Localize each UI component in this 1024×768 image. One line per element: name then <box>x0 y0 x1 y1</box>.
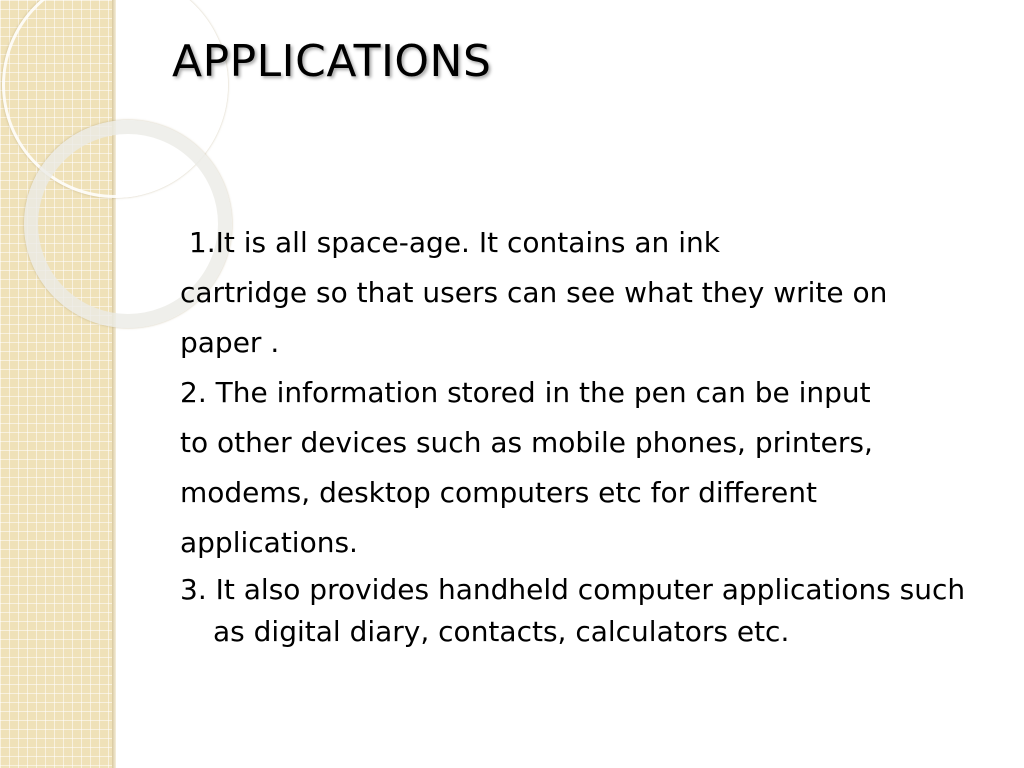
body-line-6: modems, desktop computers etc for different <box>180 476 817 509</box>
slide-body <box>180 218 990 653</box>
body-line-3: paper . <box>180 326 280 359</box>
body-line-7: applications. <box>180 526 358 559</box>
slide-title: APPLICATIONS <box>172 36 492 87</box>
body-line-2: cartridge so that users can see what they write on <box>180 276 888 309</box>
body-line-4: 2. The information stored in the pen can be input <box>180 376 871 409</box>
body-line-1: 1.It is all space-age. It contains an ink <box>180 226 720 259</box>
list-item-3: 3. It also provides handheld computer applications such as digital diary, contacts, calculators etc. <box>180 573 966 648</box>
body-line-5: to other devices such as mobile phones, printers, <box>180 426 873 459</box>
